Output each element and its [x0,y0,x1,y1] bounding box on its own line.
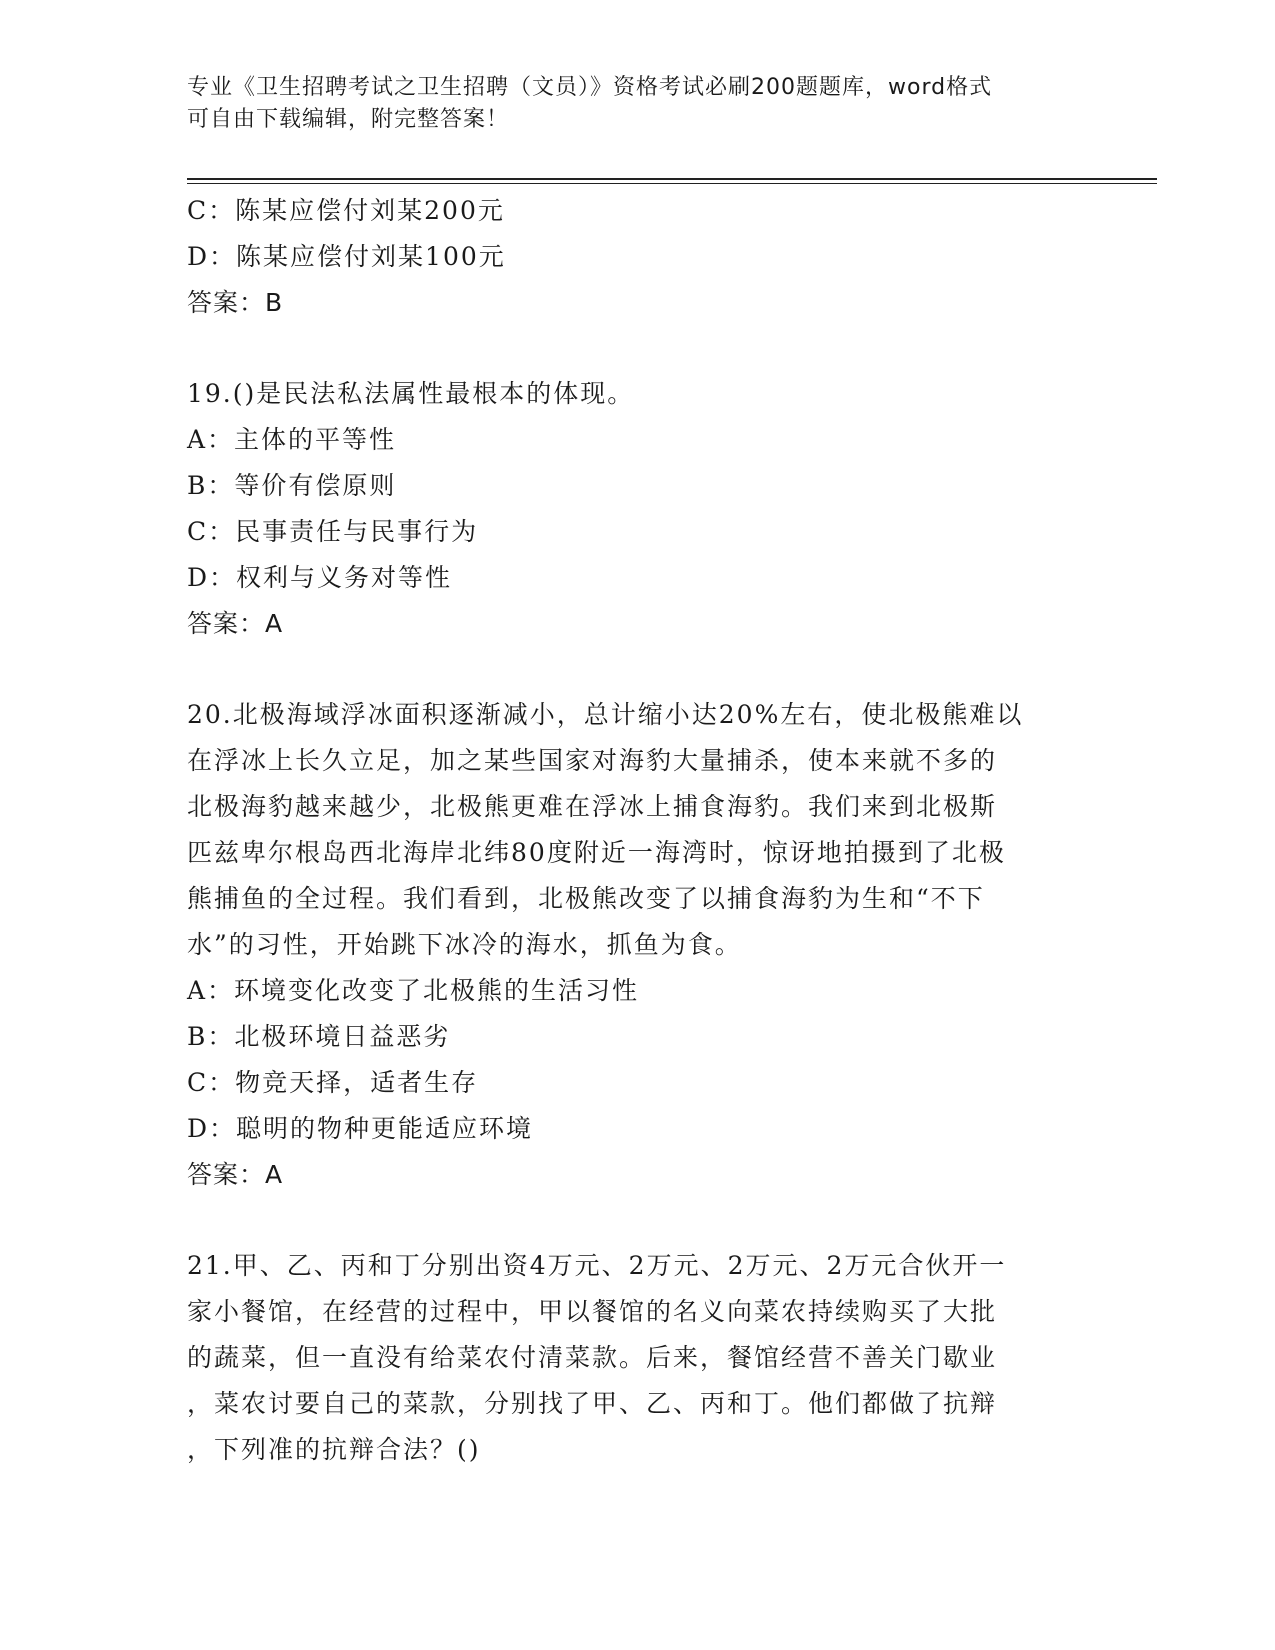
header-title-line-2: 可自由下载编辑，附完整答案！ [187,107,510,132]
header-divider-thin [187,183,1157,184]
option-d: D：权利与义务对等性 [187,563,453,592]
option-b: B：北极环境日益恶劣 [187,1022,451,1051]
question-stem-line: 21.甲、乙、丙和丁分别出资4万元、2万元、2万元、2万元合伙开一 [187,1251,1007,1280]
question-18-tail [187,188,1087,326]
question-stem-line: ，菜农讨要自己的菜款，分别找了甲、乙、丙和丁。他们都做了抗辩 [187,1389,998,1418]
question-20 [187,692,1087,1198]
option-c: C：陈某应偿付刘某200元 [187,196,505,225]
header-divider-thick [187,178,1157,180]
option-c: C：民事责任与民事行为 [187,517,479,546]
question-stem-line: 水”的习性，开始跳下冰冷的海水，抓鱼为食。 [187,930,742,959]
option-d: D：陈某应偿付刘某100元 [187,242,506,271]
question-stem-line: 熊捕鱼的全过程。我们看到，北极熊改变了以捕食海豹为生和“不下 [187,884,985,913]
option-b: B：等价有偿原则 [187,471,397,500]
question-19 [187,371,1087,647]
question-stem-line: 的蔬菜，但一直没有给菜农付清菜款。后来，餐馆经营不善关门歇业 [187,1343,998,1372]
question-stem-line: 家小餐馆，在经营的过程中，甲以餐馆的名义向菜农持续购买了大批 [187,1297,998,1326]
answer-line: 答案：A [187,609,284,638]
question-content [187,188,1087,1473]
option-a: A：环境变化改变了北极熊的生活习性 [187,976,640,1005]
option-c: C：物竞天择，适者生存 [187,1068,479,1097]
question-21 [187,1243,1087,1473]
option-d: D：聪明的物种更能适应环境 [187,1114,534,1143]
question-stem-line: 匹兹卑尔根岛西北海岸北纬80度附近一海湾时，惊讶地拍摄到了北极 [187,838,1006,867]
question-stem-line: ，下列准的抗辩合法？() [187,1435,481,1464]
answer-line: 答案：A [187,1160,284,1189]
answer-line: 答案：B [187,288,284,317]
question-stem-line: 北极海豹越来越少，北极熊更难在浮冰上捕食海豹。我们来到北极斯 [187,792,998,821]
question-stem-line: 在浮冰上长久立足，加之某些国家对海豹大量捕杀，使本来就不多的 [187,746,998,775]
question-stem: 19.()是民法私法属性最根本的体现。 [187,379,635,408]
header-title-line-1: 专业《卫生招聘考试之卫生招聘（文员）》资格考试必刷200题题库，word格式 [187,75,993,100]
document-header [187,72,1087,136]
question-stem-line: 20.北极海域浮冰面积逐渐减小，总计缩小达20%左右，使北极熊难以 [187,700,1024,729]
option-a: A：主体的平等性 [187,425,397,454]
